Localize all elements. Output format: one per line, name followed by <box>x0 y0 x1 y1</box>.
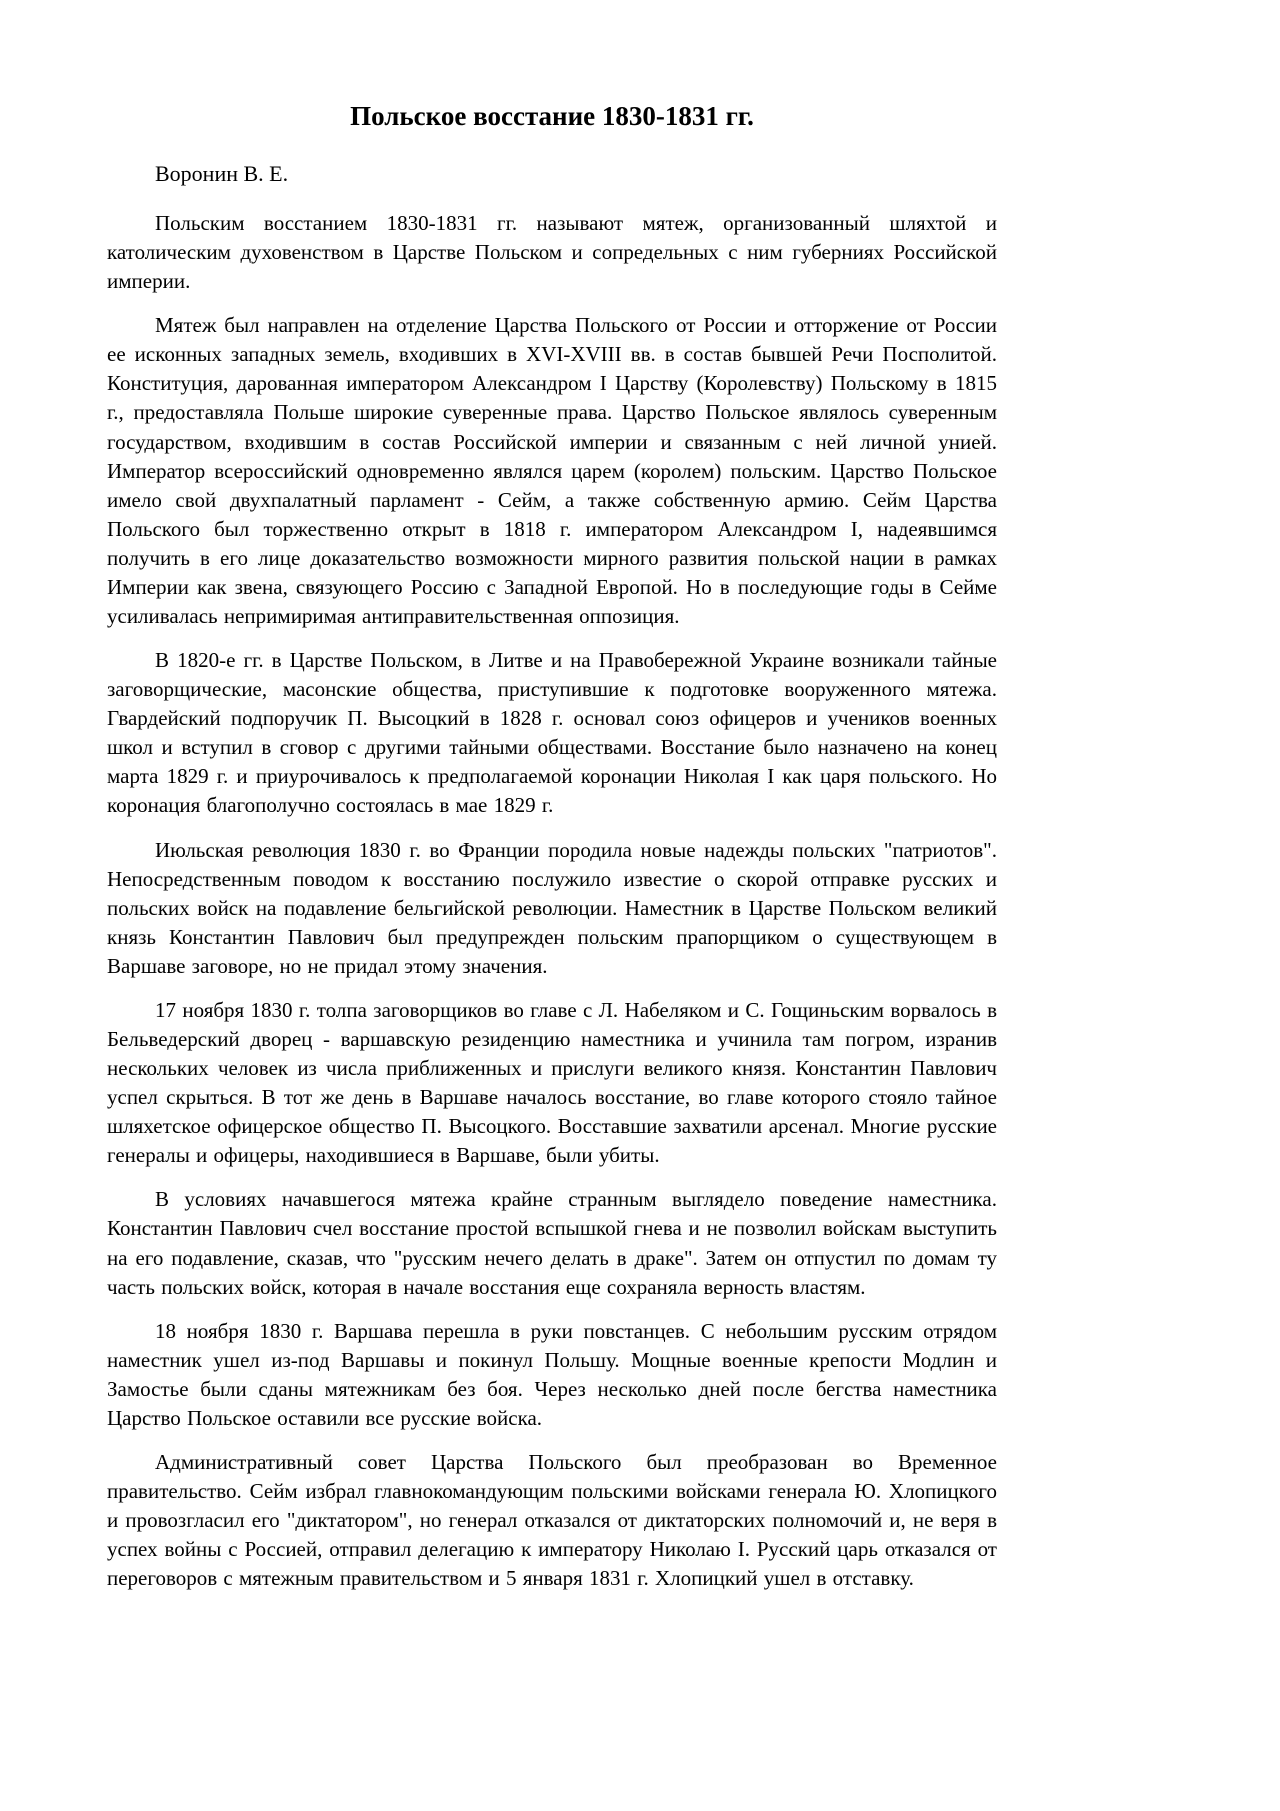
document-title: Польское восстание 1830-1831 гг. <box>350 101 754 131</box>
paragraph: Польским восстанием 1830-1831 гг. называют мятеж, организованный шляхтой и католическим духовенством в Царстве Польском и сопредельных с ним губерниях Российской империи. <box>107 210 997 294</box>
paragraph: Июльская революция 1830 г. во Франции породила новые надежды польских "патриотов". Непосредственным поводом к восстанию послужило известие о скорой отправке русских и польских войск на подавление бельгийской революции. Наместник в Царстве Польском великий князь Константин Павлович был предупрежден польским прапорщиком о существующем в Варшаве заговоре, но не придал этому значения. <box>107 837 997 978</box>
author-line: Воронин В. Е. <box>155 161 289 187</box>
paragraph: В условиях начавшегося мятежа крайне странным выглядело поведение наместника. Константин Павлович счел восстание простой вспышкой гнева и не позволил войскам выступить на его подавление, сказав, что "русским нечего делать в драке". Затем он отпустил по домам ту часть польских войск, которая в начале восстания еще сохраняла верность властям. <box>107 1187 997 1299</box>
paragraph: Мятеж был направлен на отделение Царства Польского от России и отторжение от России ее исконных западных земель, входивших в XVI-XVIII вв. в состав бывшей Речи Посполитой. Конституция, дарованная императором Александром I Царству (Королевству) Польскому в 1815 г., предоставляла Польше широкие суверенные права. Царство Польское являлось суверенным государством, входившим в состав Российской империи и связанным с ней личной унией. Император всероссийский одновременно являлся царем (королем) польским. Царство Польское имело свой двухпалатный парламент - Сейм, а также собственную армию. Сейм Царства Польского был торжественно открыт в 1818 г. императором Александром I, надеявшимся получить в его лице доказательство возможности мирного развития польской нации в рамках Империи как звена, связующего Россию с Западной Европой. Но в последующие годы в Сейме усиливалась непримиримая антиправительственная оппозиция. <box>107 313 997 628</box>
paragraph: 18 ноября 1830 г. Варшава перешла в руки повстанцев. С небольшим русским отрядом наместник ушел из-под Варшавы и покинул Польшу. Мощные военные крепости Модлин и Замостье были сданы мятежникам без боя. Через несколько дней после бегства наместника Царство Польское оставили все русские войска. <box>107 1318 997 1430</box>
paragraph: 17 ноября 1830 г. толпа заговорщиков во главе с Л. Набеляком и С. Гощиньским ворвалось в Бельведерский дворец - варшавскую резиденцию наместника и учинила там погром, изранив нескольких человек из числа приближенных и прислуги великого князя. Константин Павлович успел скрыться. В тот же день в Варшаве началось восстание, во главе которого стояло тайное шляхетское офицерское общество П. Высоцкого. Восставшие захватили арсенал. Многие русские генералы и офицеры, находившиеся в Варшаве, были убиты. <box>107 997 997 1168</box>
paragraph: Административный совет Царства Польского был преобразован во Временное правительство. Сейм избрал главнокомандующим польскими войсками генерала Ю. Хлопицкого и провозгласил его "диктатором", но генерал отказался от диктаторских полномочий и, не веря в успех войны с Россией, отправил делегацию к императору Николаю I. Русский царь отказался от переговоров с мятежным правительством и 5 января 1831 г. Хлопицкий ушел в отставку. <box>107 1450 997 1591</box>
paragraph: В 1820-е гг. в Царстве Польском, в Литве и на Правобережной Украине возникали тайные заговорщические, масонские общества, приступившие к подготовке вооруженного мятежа. Гвардейский подпоручик П. Высоцкий в 1828 г. основал союз офицеров и учеников военных школ и вступил в сговор с другими тайными обществами. Восстание было назначено на конец марта 1829 г. и приурочивалось к предполагаемой коронации Николая I как царя польского. Но коронация благополучно состоялась в мае 1829 г. <box>107 648 997 818</box>
